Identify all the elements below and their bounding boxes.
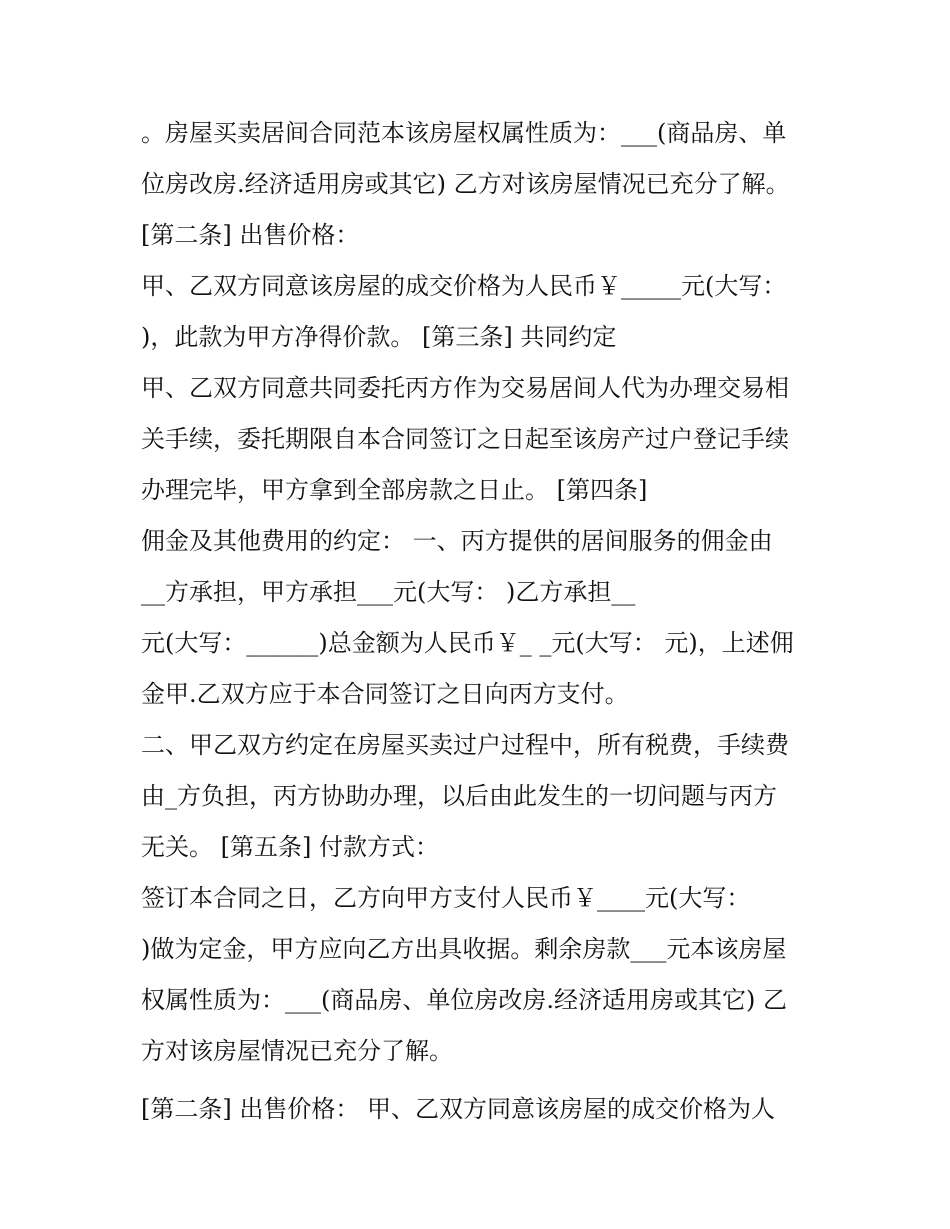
document-body	[141, 108, 821, 1135]
text-line: 方对该房屋情况已充分了解。	[141, 1037, 453, 1065]
text-line: 无关。 [第五条] 付款方式：	[141, 833, 439, 861]
text-line: )，此款为甲方净得价款。 [第三条] 共同约定	[141, 323, 617, 351]
text-line: [第二条] 出售价格： 甲、乙双方同意该房屋的成交价格为人	[141, 1095, 775, 1123]
text-line: [第二条] 出售价格：	[141, 221, 360, 249]
text-line: 甲、乙双方同意共同委托丙方作为交易居间人代为办理交易相	[141, 374, 789, 402]
text-line: 二、甲乙双方约定在房屋买卖过户过程中，所有税费，手续费	[141, 731, 789, 759]
text-line: 关手续，委托期限自本合同签订之日起至该房产过户登记手续	[141, 425, 789, 453]
text-line: 佣金及其他费用的约定： 一、丙方提供的居间服务的佣金由	[141, 527, 773, 555]
text-line: 位房改房.经济适用房或其它) 乙方对该房屋情况已充分了解。	[141, 170, 790, 198]
text-line: )做为定金，甲方应向乙方出具收据。剩余房款___元本该房屋	[141, 935, 787, 963]
text-line: 办理完毕，甲方拿到全部房款之日止。 [第四条]	[141, 476, 648, 504]
text-line: 甲、乙双方同意该房屋的成交价格为人民币￥_____元(大写：	[141, 272, 787, 300]
text-line: __方承担，甲方承担___元(大写： )乙方承担__	[141, 578, 636, 606]
text-line: 。房屋买卖居间合同范本该房屋权属性质为：___(商品房、单	[141, 119, 787, 147]
text-line: 由_方负担，丙方协助办理，以后由此发生的一切问题与丙方	[141, 782, 777, 810]
text-line: 金甲.乙双方应于本合同签订之日向丙方支付。	[141, 680, 629, 708]
text-line: 签订本合同之日，乙方向甲方支付人民币￥____元(大写：	[141, 884, 751, 912]
text-line: 权属性质为：___(商品房、单位房改房.经济适用房或其它) 乙	[141, 986, 787, 1014]
text-line: 元(大写：______)总金额为人民币￥_ _元(大写： 元)，上述佣	[141, 629, 794, 657]
